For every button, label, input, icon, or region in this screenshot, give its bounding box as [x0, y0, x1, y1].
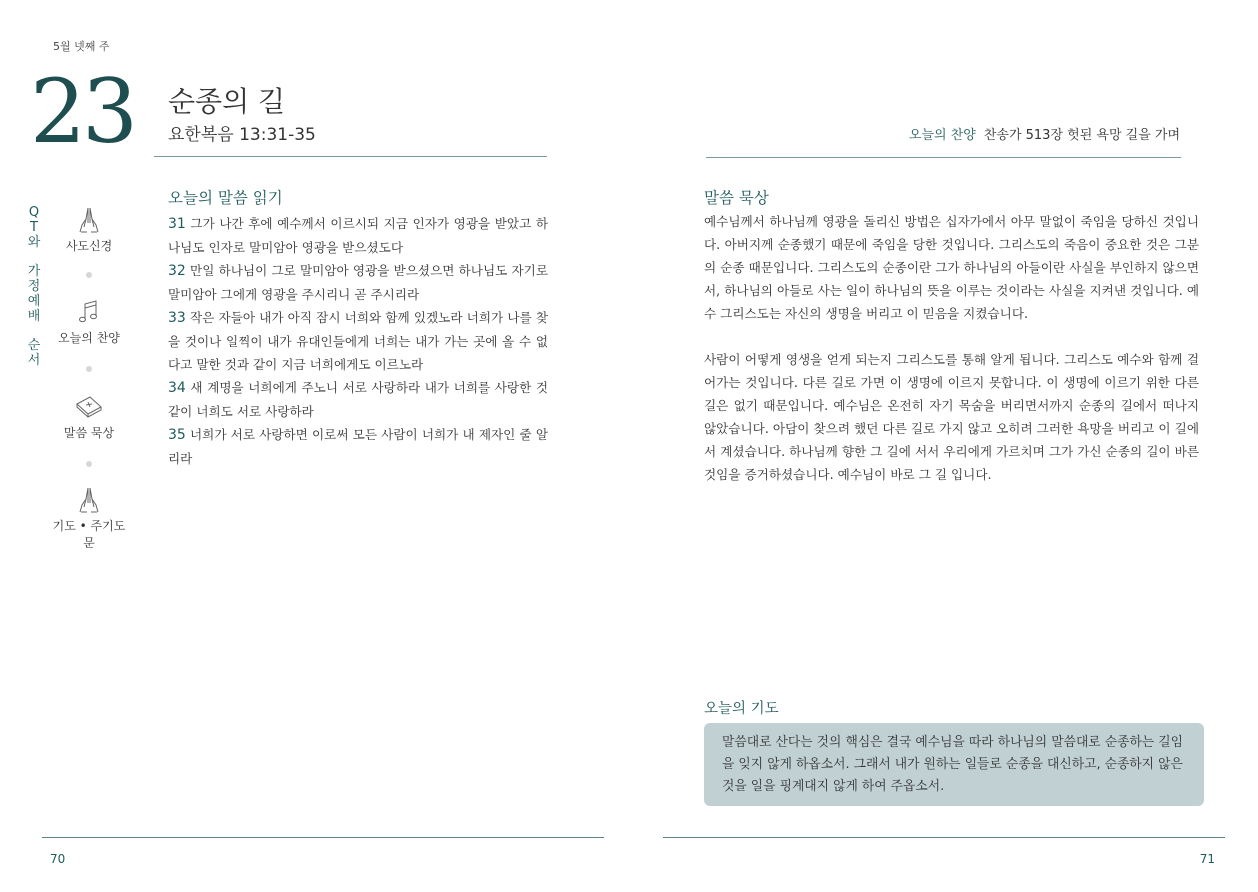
prayer-title: 오늘의 기도	[704, 701, 779, 717]
page-number-left: 70	[50, 852, 66, 866]
divider	[154, 156, 547, 157]
music-note-icon	[74, 297, 104, 327]
meditation-text	[704, 210, 1199, 509]
reading-title: 오늘의 말씀 읽기	[168, 189, 283, 207]
verse: 34 새 계명을 너희에게 주노니 서로 사랑하라 내가 너희를 사랑한 것 같이 너희도 서로 사랑하라	[168, 380, 548, 419]
scripture-reference: 요한복음 13:31-35	[168, 125, 316, 145]
prayer-box	[704, 723, 1204, 806]
sidebar-item-prayer: 기도 • 주기도문	[50, 485, 128, 551]
footer-divider	[42, 837, 604, 838]
separator-dot	[86, 272, 92, 278]
page-number-right: 71	[1199, 852, 1215, 866]
separator-dot	[86, 461, 92, 467]
hymn-label: 오늘의 찬양	[908, 128, 976, 143]
verse: 33 작은 자들아 내가 아직 잠시 너희와 함께 있겠노라 너희가 나를 찾을 것이나 일찍이 내가 유대인들에게 너희는 내가 가는 곳에 올 수 없다고 말한 것과 같이 지금 너희에게도 이르노라	[168, 310, 548, 372]
scripture-text	[168, 212, 548, 470]
separator-dot	[86, 366, 92, 372]
verse: 32 만일 하나님이 그로 말미암아 영광을 받으셨으면 하나님도 자기로 말미암아 그에게 영광을 주시리니 곧 주시리라	[168, 263, 548, 302]
praying-hands-icon	[74, 485, 104, 515]
prayer-text: 말씀대로 산다는 것의 핵심은 결국 예수님을 따라 하나님의 말씀대로 순종하는 길임을 잊지 않게 하옵소서. 그래서 내가 원하는 일들로 순종을 대신하고, 순종하지 않은 것을 일을 핑계대지 않게 하여 주옵소서.	[722, 735, 1183, 794]
todays-hymn	[909, 124, 1180, 143]
divider	[706, 157, 1181, 158]
page-title: 순종의 길	[168, 85, 286, 118]
day-number: 23	[30, 60, 134, 163]
week-label: 5월 넷째 주	[53, 40, 110, 53]
verse: 35 너희가 서로 사랑하면 이로써 모든 사람이 너희가 내 제자인 줄 알리라	[168, 427, 548, 466]
footer-divider	[663, 837, 1225, 838]
praying-hands-icon	[74, 205, 104, 235]
vertical-label: Q T 와 가 정 예 배 순 서	[27, 205, 41, 368]
meditation-paragraph: 사람이 어떻게 영생을 얻게 되는지 그리스도를 통해 알게 됩니다. 그리스도 예수와 함께 걸어가는 것입니다. 다른 길로 가면 이 생명에 이르지 못합니다. 이 생명에 이르기 위한 다른 길은 없기 때문입니다. 예수님은 온전히 자기 목숨을 버리면서까지 순종의 길에서 떠나지 않았습니다. 아담이 찾으려 했던 다른 길로 가지 않고 오히려 그러한 욕망을 버리고 이 길에 서 계셨습니다. 하나님께 향한 그 길에 서서 우리에게 가르치며 그가 가신 순종의 길이 바른 것임을 증거하셨습니다. 예수님이 바로 그 길 입니다.	[704, 352, 1199, 482]
meditation-title: 말씀 묵상	[704, 189, 769, 207]
verse: 31 그가 나간 후에 예수께서 이르시되 지금 인자가 영광을 받았고 하나님도 인자로 말미암아 영광을 받으셨도다	[168, 216, 548, 255]
sidebar-item-apostles-creed: 사도신경	[50, 205, 128, 254]
hymn-text: 찬송가 513장 헛된 욕망 길을 가며	[983, 128, 1180, 143]
bible-book-icon	[74, 392, 104, 422]
meditation-paragraph: 예수님께서 하나님께 영광을 돌리신 방법은 십자가에서 아무 말없이 죽임을 당하신 것입니다. 아버지께 순종했기 때문에 죽임을 당한 것입니다. 그리스도의 죽음이 중요한 것은 그분의 순종 때문입니다. 그리스도의 순종이란 그가 하나님의 아들이란 사실을 부인하지 않으면서, 하나님의 아들로 사는 일이 하나님의 뜻을 이루는 것이라는 사실을 지켜낸 것입니다. 예수 그리스도는 자신의 생명을 버리고 이 믿음을 지켰습니다.	[704, 214, 1199, 321]
sidebar-item-meditation: 말씀 묵상	[50, 392, 128, 441]
sidebar-item-hymn: 오늘의 찬양	[50, 297, 128, 346]
